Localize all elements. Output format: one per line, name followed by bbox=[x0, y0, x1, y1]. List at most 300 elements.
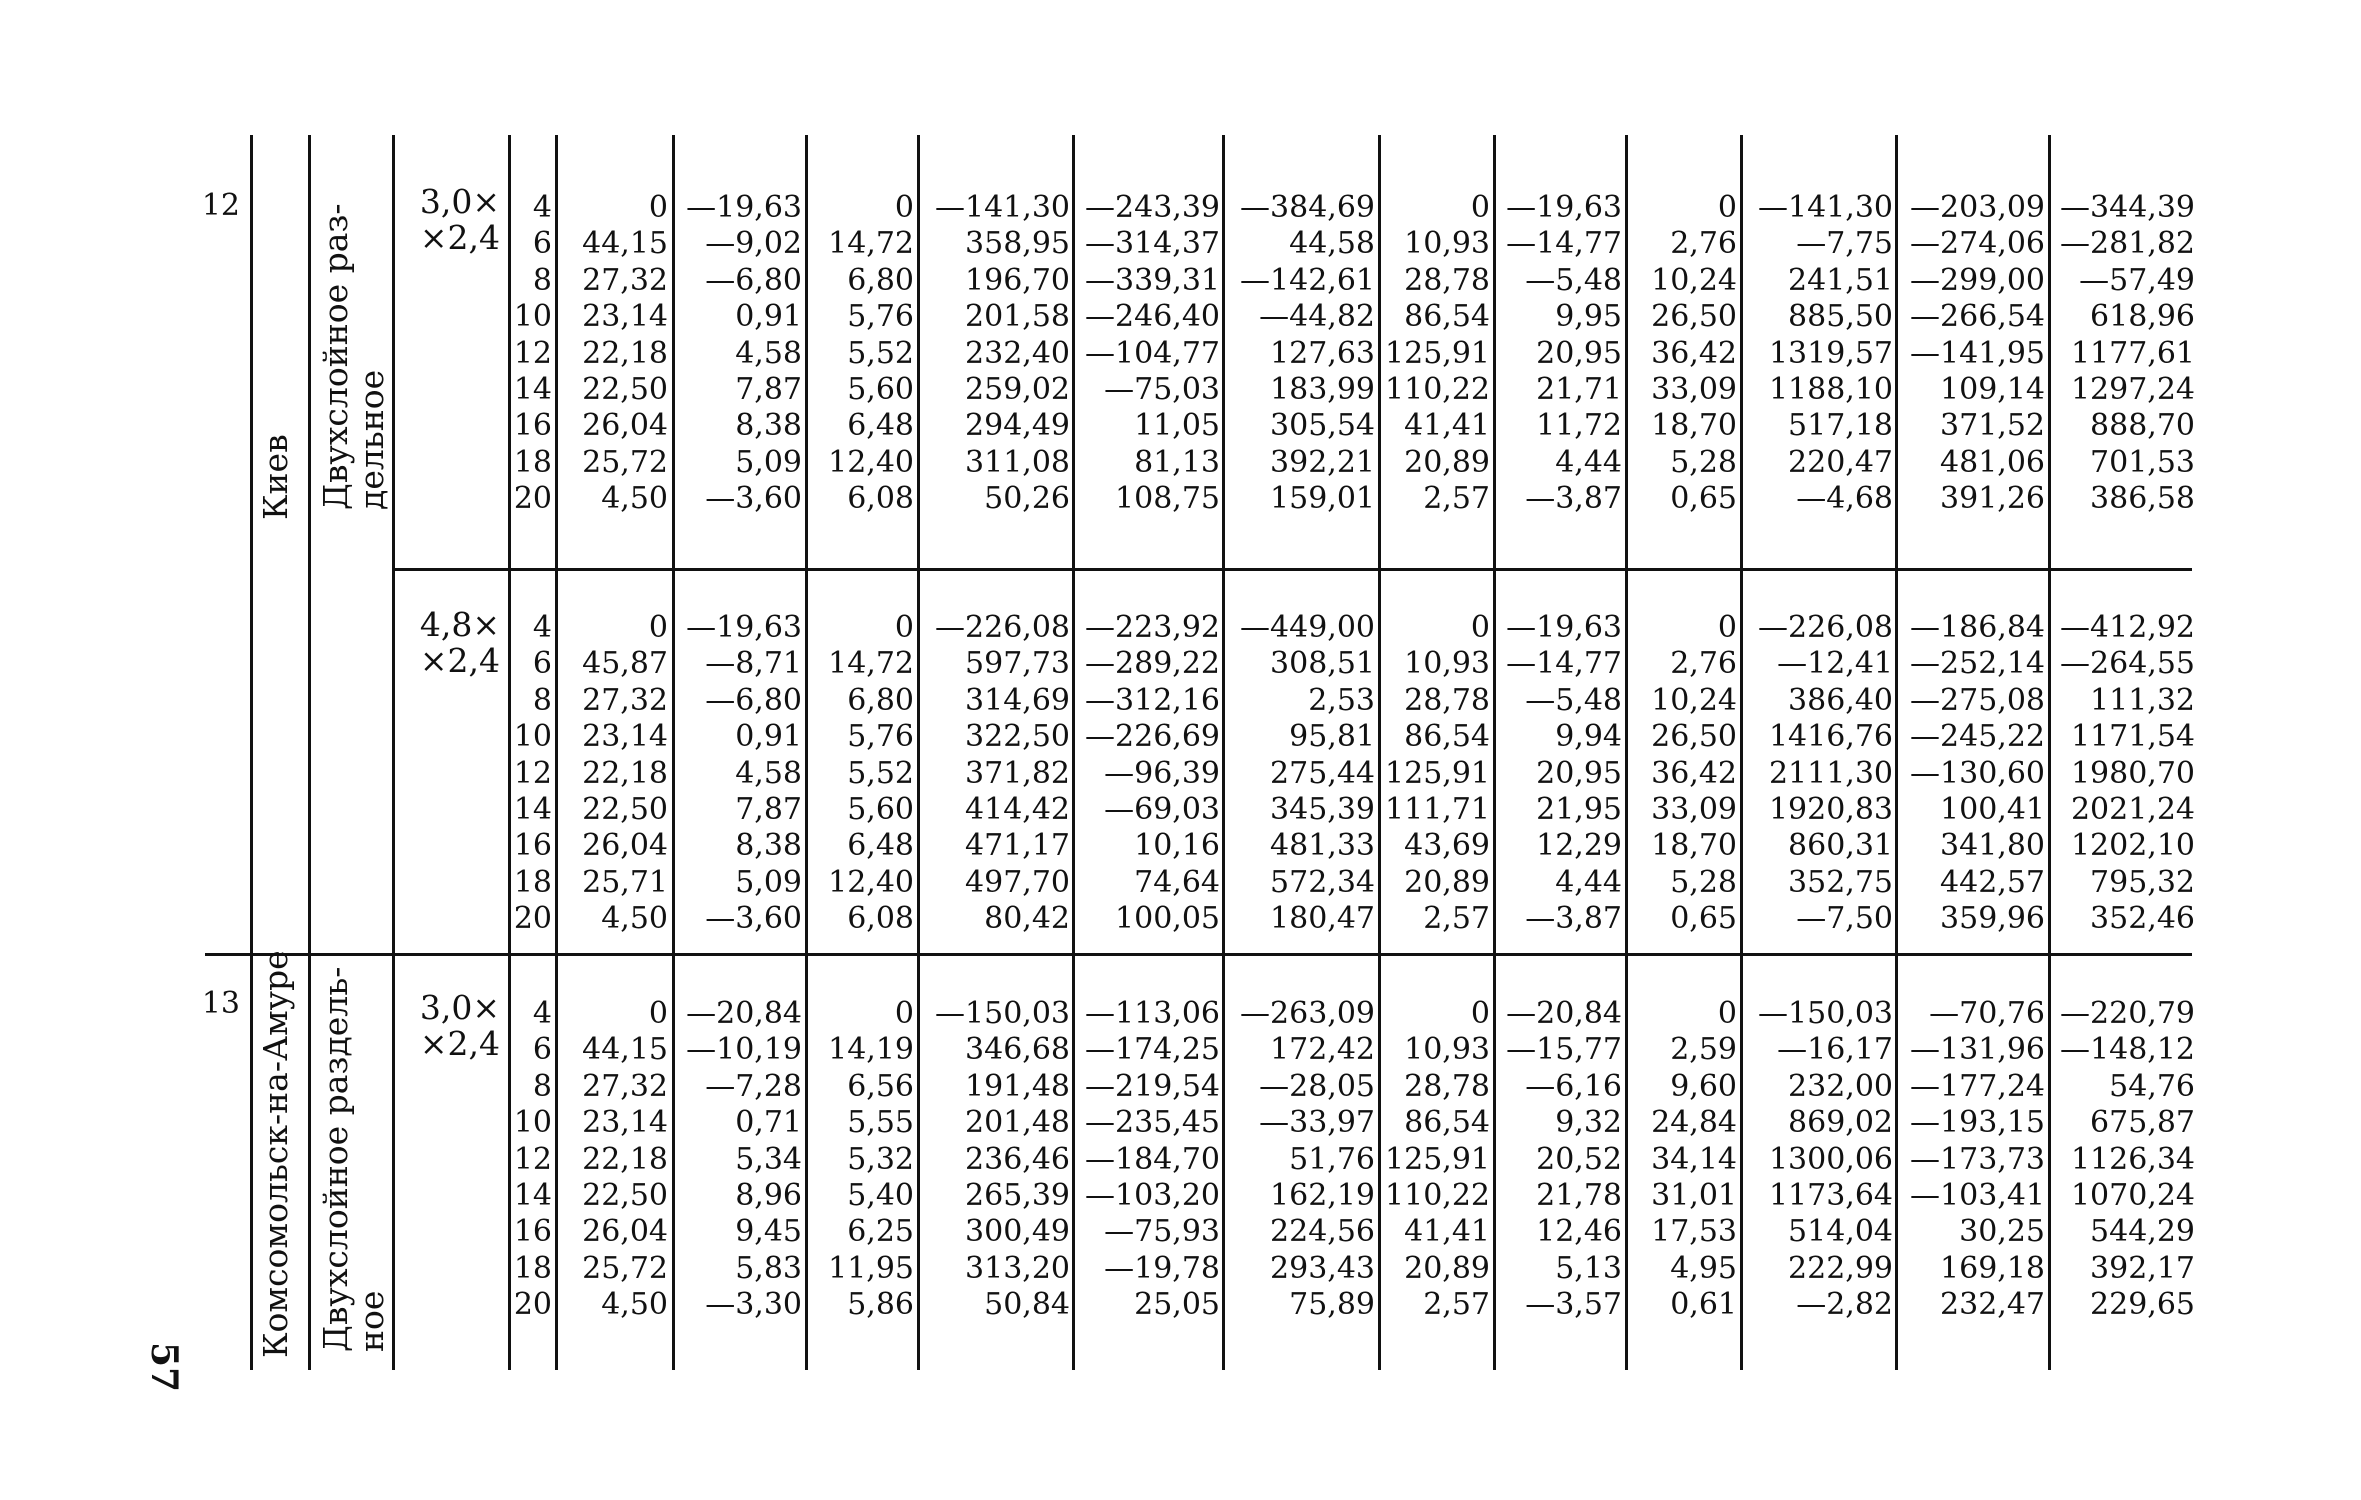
table-cell: 20,89 bbox=[1404, 1250, 1490, 1286]
city-label: Киев bbox=[256, 434, 295, 520]
table-cell: 386,40 bbox=[1788, 682, 1893, 718]
table-cell: 5,76 bbox=[847, 719, 914, 755]
table-cell: 5,09 bbox=[735, 444, 802, 480]
table-cell: —312,16 bbox=[1085, 682, 1220, 718]
table-cell: 4 bbox=[532, 190, 552, 225]
table-cell: —19,63 bbox=[1506, 190, 1622, 225]
table-cell: 1297,24 bbox=[2070, 371, 2195, 407]
table-cell: 5,28 bbox=[1670, 444, 1737, 480]
table-cell: 0 bbox=[894, 996, 914, 1031]
table-cell: 442,57 bbox=[1940, 864, 2045, 900]
table-cell: 81,13 bbox=[1134, 444, 1220, 480]
table-cell: 10,16 bbox=[1134, 828, 1220, 864]
value-column bbox=[1651, 610, 1737, 938]
table-cell: 0,91 bbox=[735, 719, 802, 755]
table-cell: 241,51 bbox=[1788, 262, 1893, 298]
table-cell: 50,26 bbox=[984, 481, 1070, 517]
table-cell: —2,82 bbox=[1796, 1287, 1893, 1323]
table-cell: —131,96 bbox=[1910, 1032, 2045, 1068]
table-cell: 100,41 bbox=[1940, 791, 2045, 827]
table-cell: 7,87 bbox=[735, 791, 802, 827]
table-cell: 8,38 bbox=[735, 828, 802, 864]
table-cell: 0 bbox=[1717, 610, 1737, 645]
table-cell: —339,31 bbox=[1085, 262, 1220, 298]
table-cell: —150,03 bbox=[935, 996, 1070, 1031]
table-cell: 8 bbox=[532, 1068, 552, 1104]
table-cell: 4,50 bbox=[601, 1287, 668, 1323]
table-cell: —246,40 bbox=[1085, 299, 1220, 335]
table-cell: 2,76 bbox=[1670, 226, 1737, 262]
table-cell: —3,60 bbox=[705, 481, 802, 517]
table-cell: —6,80 bbox=[705, 682, 802, 718]
table-cell: —184,70 bbox=[1085, 1141, 1220, 1177]
table-cell: —223,92 bbox=[1085, 610, 1220, 645]
value-column bbox=[1910, 996, 2045, 1324]
table-cell: 572,34 bbox=[1270, 864, 1375, 900]
table-cell: —173,73 bbox=[1910, 1141, 2045, 1177]
table-cell: 86,54 bbox=[1404, 1105, 1490, 1141]
table-cell: 5,40 bbox=[847, 1177, 914, 1213]
table-cell: 4,58 bbox=[735, 335, 802, 371]
table-cell: 12 bbox=[513, 1141, 552, 1177]
table-cell: —14,77 bbox=[1506, 226, 1622, 262]
table-cell: 9,60 bbox=[1670, 1068, 1737, 1104]
table-cell: 6 bbox=[532, 226, 552, 262]
table-cell: 0 bbox=[1717, 190, 1737, 225]
value-column bbox=[1651, 996, 1737, 1324]
table-cell: 8 bbox=[532, 262, 552, 298]
table-cell: 346,68 bbox=[965, 1032, 1070, 1068]
table-cell: —33,97 bbox=[1259, 1105, 1375, 1141]
table-cell: 4 bbox=[532, 610, 552, 645]
table-cell: 86,54 bbox=[1404, 299, 1490, 335]
table-cell: 191,48 bbox=[965, 1068, 1070, 1104]
value-column bbox=[1385, 190, 1490, 518]
table-cell: 371,82 bbox=[965, 755, 1070, 791]
table-cell: 2,53 bbox=[1308, 682, 1375, 718]
table-cell: 5,09 bbox=[735, 864, 802, 900]
table-cell: 544,29 bbox=[2090, 1214, 2195, 1250]
table-cell: 265,39 bbox=[965, 1177, 1070, 1213]
grid-line bbox=[508, 135, 511, 1370]
table-cell: 20,89 bbox=[1404, 864, 1490, 900]
table-cell: 7,87 bbox=[735, 371, 802, 407]
table-cell: 41,41 bbox=[1404, 408, 1490, 444]
table-cell: 220,47 bbox=[1788, 444, 1893, 480]
table-cell: 110,22 bbox=[1385, 1177, 1490, 1213]
table-cell: 4,50 bbox=[601, 901, 668, 937]
table-cell: 12,29 bbox=[1536, 828, 1622, 864]
grid-line bbox=[392, 135, 395, 1370]
table-cell: 4,44 bbox=[1555, 444, 1622, 480]
table-cell: —6,16 bbox=[1525, 1068, 1622, 1104]
table-cell: 33,09 bbox=[1651, 371, 1737, 407]
table-cell: 25,05 bbox=[1134, 1287, 1220, 1323]
table-cell: 18,70 bbox=[1651, 828, 1737, 864]
table-cell: 36,42 bbox=[1651, 335, 1737, 371]
table-cell: 2,59 bbox=[1670, 1032, 1737, 1068]
table-cell: 1202,10 bbox=[2070, 828, 2195, 864]
table-cell: 5,28 bbox=[1670, 864, 1737, 900]
value-column bbox=[1085, 190, 1220, 518]
table-cell: 22,50 bbox=[582, 371, 668, 407]
table-cell: 1070,24 bbox=[2070, 1177, 2195, 1213]
table-cell: —12,41 bbox=[1777, 646, 1893, 682]
table-cell: —289,22 bbox=[1085, 646, 1220, 682]
table-cell: 1171,54 bbox=[2070, 719, 2195, 755]
table-cell: —4,68 bbox=[1796, 481, 1893, 517]
table-cell: 0,65 bbox=[1670, 901, 1737, 937]
table-cell: 16 bbox=[513, 828, 552, 864]
table-cell: 44,15 bbox=[582, 226, 668, 262]
table-cell: 0 bbox=[894, 610, 914, 645]
table-cell: —15,77 bbox=[1506, 1032, 1622, 1068]
table-cell: 352,75 bbox=[1788, 864, 1893, 900]
structure-label: Двухслойное раздель- ное bbox=[316, 966, 392, 1352]
table-cell: 9,94 bbox=[1555, 719, 1622, 755]
table-cell: —44,82 bbox=[1259, 299, 1375, 335]
table-cell: 50,84 bbox=[984, 1287, 1070, 1323]
table-cell: —275,08 bbox=[1910, 682, 2045, 718]
table-cell: —3,87 bbox=[1525, 901, 1622, 937]
table-cell: —3,30 bbox=[705, 1287, 802, 1323]
table-cell: 27,32 bbox=[582, 262, 668, 298]
table-cell: 33,09 bbox=[1651, 791, 1737, 827]
table-cell: 23,14 bbox=[582, 719, 668, 755]
table-cell: 0,71 bbox=[735, 1105, 802, 1141]
table-cell: 0 bbox=[1470, 996, 1490, 1031]
table-cell: —20,84 bbox=[686, 996, 802, 1031]
table-cell: —174,25 bbox=[1085, 1032, 1220, 1068]
table-cell: 43,69 bbox=[1404, 828, 1490, 864]
table-cell: 4,44 bbox=[1555, 864, 1622, 900]
table-cell: 1300,06 bbox=[1768, 1141, 1893, 1177]
table-cell: 18 bbox=[513, 1250, 552, 1286]
table-cell: 10 bbox=[513, 719, 552, 755]
table-cell: 885,50 bbox=[1788, 299, 1893, 335]
table-cell: —177,24 bbox=[1910, 1068, 2045, 1104]
table-cell: —75,03 bbox=[1104, 371, 1220, 407]
table-cell: 26,50 bbox=[1651, 719, 1737, 755]
table-cell: —263,09 bbox=[1240, 996, 1375, 1031]
table-cell: 232,00 bbox=[1788, 1068, 1893, 1104]
table-cell: 795,32 bbox=[2090, 864, 2195, 900]
table-cell: —9,02 bbox=[705, 226, 802, 262]
block-size: 3,0× ×2,4 bbox=[419, 988, 500, 1063]
table-cell: 371,52 bbox=[1940, 408, 2045, 444]
table-cell: 0 bbox=[648, 996, 668, 1031]
table-cell: 20,95 bbox=[1536, 335, 1622, 371]
table-cell: 358,95 bbox=[965, 226, 1070, 262]
table-cell: —226,08 bbox=[935, 610, 1070, 645]
grid-line bbox=[805, 135, 808, 1370]
value-column bbox=[935, 610, 1070, 938]
table-cell: 618,96 bbox=[2090, 299, 2195, 335]
table-cell: 5,34 bbox=[735, 1141, 802, 1177]
table-cell: 0 bbox=[1470, 190, 1490, 225]
table-cell: —113,06 bbox=[1085, 996, 1220, 1031]
table-cell: 0,91 bbox=[735, 299, 802, 335]
table-cell: 10 bbox=[513, 299, 552, 335]
table-cell: 1319,57 bbox=[1768, 335, 1893, 371]
value-column bbox=[1910, 190, 2045, 518]
table-cell: 180,47 bbox=[1270, 901, 1375, 937]
value-column bbox=[1085, 996, 1220, 1324]
table-cell: 481,06 bbox=[1940, 444, 2045, 480]
table-cell: 2111,30 bbox=[1768, 755, 1893, 791]
table-cell: 8 bbox=[532, 682, 552, 718]
table-cell: 300,49 bbox=[965, 1214, 1070, 1250]
table-cell: —19,63 bbox=[1506, 610, 1622, 645]
table-cell: 1920,83 bbox=[1768, 791, 1893, 827]
table-cell: —57,49 bbox=[2079, 262, 2195, 298]
value-column bbox=[686, 996, 802, 1324]
value-column bbox=[2060, 190, 2195, 518]
table-cell: —19,63 bbox=[686, 190, 802, 225]
grid-line bbox=[1895, 135, 1898, 1370]
grid-line bbox=[308, 135, 311, 1370]
table-cell: 22,18 bbox=[582, 335, 668, 371]
table-cell: —75,93 bbox=[1104, 1214, 1220, 1250]
table-cell: 10,24 bbox=[1651, 262, 1737, 298]
table-cell: 25,72 bbox=[582, 444, 668, 480]
table-cell: 414,42 bbox=[965, 791, 1070, 827]
table-cell: —245,22 bbox=[1910, 719, 2045, 755]
span-column bbox=[514, 190, 552, 518]
table-cell: —141,30 bbox=[935, 190, 1070, 225]
table-cell: 26,50 bbox=[1651, 299, 1737, 335]
table-cell: —14,77 bbox=[1506, 646, 1622, 682]
table-cell: 514,04 bbox=[1788, 1214, 1893, 1250]
table-cell: 44,58 bbox=[1289, 226, 1375, 262]
table-cell: —10,19 bbox=[686, 1032, 802, 1068]
value-column bbox=[1240, 190, 1375, 518]
table-cell: 10,93 bbox=[1404, 646, 1490, 682]
table-cell: —104,77 bbox=[1085, 335, 1220, 371]
table-cell: 45,87 bbox=[582, 646, 668, 682]
table-cell: 313,20 bbox=[965, 1250, 1070, 1286]
value-column bbox=[828, 190, 914, 518]
grid-line bbox=[1625, 135, 1628, 1370]
table-cell: —384,69 bbox=[1240, 190, 1375, 225]
table-cell: 201,48 bbox=[965, 1105, 1070, 1141]
table-cell: —186,84 bbox=[1910, 610, 2045, 645]
table-cell: 10 bbox=[513, 1105, 552, 1141]
table-cell: 30,25 bbox=[1959, 1214, 2045, 1250]
table-cell: —7,28 bbox=[705, 1068, 802, 1104]
table-cell: 20,89 bbox=[1404, 444, 1490, 480]
table-cell: —281,82 bbox=[2060, 226, 2195, 262]
table-cell: 111,32 bbox=[2090, 682, 2195, 718]
table-cell: 391,26 bbox=[1940, 481, 2045, 517]
value-column bbox=[1085, 610, 1220, 938]
table-cell: 6,25 bbox=[847, 1214, 914, 1250]
table-cell: 6,48 bbox=[847, 828, 914, 864]
table-cell: 125,91 bbox=[1385, 755, 1490, 791]
value-column bbox=[582, 610, 668, 938]
table-cell: 110,22 bbox=[1385, 371, 1490, 407]
table-cell: 17,53 bbox=[1651, 1214, 1737, 1250]
table-cell: 2,57 bbox=[1423, 481, 1490, 517]
table-cell: 481,33 bbox=[1270, 828, 1375, 864]
row-index: 13 bbox=[201, 986, 240, 1021]
grid-line bbox=[917, 135, 920, 1370]
table-cell: 517,18 bbox=[1788, 408, 1893, 444]
grid-line bbox=[1493, 135, 1496, 1370]
table-cell: —203,09 bbox=[1910, 190, 2045, 225]
table-cell: 6,48 bbox=[847, 408, 914, 444]
value-column bbox=[686, 610, 802, 938]
value-column bbox=[582, 190, 668, 518]
table-cell: 18 bbox=[513, 444, 552, 480]
table-cell: 6,80 bbox=[847, 262, 914, 298]
value-column bbox=[1651, 190, 1737, 518]
table-cell: 26,04 bbox=[582, 408, 668, 444]
table-cell: 75,89 bbox=[1289, 1287, 1375, 1323]
table-cell: 51,76 bbox=[1289, 1141, 1375, 1177]
row-index: 12 bbox=[201, 188, 240, 223]
table-cell: —3,57 bbox=[1525, 1287, 1622, 1323]
table-cell: 0,65 bbox=[1670, 481, 1737, 517]
table-cell: —103,41 bbox=[1910, 1177, 2045, 1213]
table-cell: 5,55 bbox=[847, 1105, 914, 1141]
table-cell: —314,37 bbox=[1085, 226, 1220, 262]
table-cell: 20 bbox=[513, 1287, 552, 1323]
table-cell: 497,70 bbox=[965, 864, 1070, 900]
table-cell: —141,95 bbox=[1910, 335, 2045, 371]
table-cell: 0,61 bbox=[1670, 1287, 1737, 1323]
table-cell: 80,42 bbox=[984, 901, 1070, 937]
table-cell: 4,95 bbox=[1670, 1250, 1737, 1286]
value-column bbox=[1758, 996, 1893, 1324]
table-cell: 1188,10 bbox=[1768, 371, 1893, 407]
table-cell: —226,69 bbox=[1085, 719, 1220, 755]
table-cell: 22,18 bbox=[582, 755, 668, 791]
table-cell: 1177,61 bbox=[2070, 335, 2195, 371]
table-cell: 8,96 bbox=[735, 1177, 802, 1213]
table-cell: 311,08 bbox=[965, 444, 1070, 480]
table-cell: 14,19 bbox=[828, 1032, 914, 1068]
grid-line bbox=[2048, 135, 2051, 1370]
table-cell: 6,08 bbox=[847, 481, 914, 517]
table-cell: 236,46 bbox=[965, 1141, 1070, 1177]
table-cell: 23,14 bbox=[582, 299, 668, 335]
table-cell: 22,18 bbox=[582, 1141, 668, 1177]
grid-line bbox=[250, 135, 253, 1370]
table-cell: —274,06 bbox=[1910, 226, 2045, 262]
grid-line bbox=[672, 135, 675, 1370]
table-cell: 1173,64 bbox=[1768, 1177, 1893, 1213]
table-cell: 12 bbox=[513, 335, 552, 371]
table-cell: 9,45 bbox=[735, 1214, 802, 1250]
table-cell: —7,75 bbox=[1796, 226, 1893, 262]
table-cell: 28,78 bbox=[1404, 1068, 1490, 1104]
table-cell: —7,50 bbox=[1796, 901, 1893, 937]
table-cell: —412,92 bbox=[2060, 610, 2195, 645]
table-cell: 4,58 bbox=[735, 755, 802, 791]
table-cell: 4 bbox=[532, 996, 552, 1031]
table-cell: —103,20 bbox=[1085, 1177, 1220, 1213]
value-column bbox=[2060, 610, 2195, 938]
table-cell: 23,14 bbox=[582, 1105, 668, 1141]
table-cell: 9,95 bbox=[1555, 299, 1622, 335]
table-cell: —5,48 bbox=[1525, 682, 1622, 718]
table-cell: —6,80 bbox=[705, 262, 802, 298]
table-cell: 5,83 bbox=[735, 1250, 802, 1286]
city-label: Комсомольск-на-Амуре bbox=[256, 950, 295, 1358]
table-cell: 597,73 bbox=[965, 646, 1070, 682]
table-cell: 44,15 bbox=[582, 1032, 668, 1068]
table-cell: 392,21 bbox=[1270, 444, 1375, 480]
table-cell: 1126,34 bbox=[2070, 1141, 2195, 1177]
table-cell: 9,32 bbox=[1555, 1105, 1622, 1141]
value-column bbox=[1506, 996, 1622, 1324]
table-cell: —28,05 bbox=[1259, 1068, 1375, 1104]
table-cell: 10,24 bbox=[1651, 682, 1737, 718]
table-cell: 0 bbox=[1470, 610, 1490, 645]
table-cell: 0 bbox=[648, 610, 668, 645]
table-cell: 5,60 bbox=[847, 791, 914, 827]
table-cell: —8,71 bbox=[705, 646, 802, 682]
table-cell: 8,38 bbox=[735, 408, 802, 444]
table-cell: 31,01 bbox=[1651, 1177, 1737, 1213]
value-column bbox=[2060, 996, 2195, 1324]
table-cell: 6 bbox=[532, 646, 552, 682]
table-cell: 41,41 bbox=[1404, 1214, 1490, 1250]
table-cell: 224,56 bbox=[1270, 1214, 1375, 1250]
table-cell: 12 bbox=[513, 755, 552, 791]
table-cell: 352,46 bbox=[2090, 901, 2195, 937]
table-cell: —3,60 bbox=[705, 901, 802, 937]
value-column bbox=[1506, 610, 1622, 938]
table-cell: 14,72 bbox=[828, 646, 914, 682]
table-cell: 308,51 bbox=[1270, 646, 1375, 682]
table-cell: 172,42 bbox=[1270, 1032, 1375, 1068]
table-cell: 10,93 bbox=[1404, 226, 1490, 262]
table-cell: 21,71 bbox=[1536, 371, 1622, 407]
table-cell: 2,57 bbox=[1423, 1287, 1490, 1323]
table-cell: 860,31 bbox=[1788, 828, 1893, 864]
table-cell: 125,91 bbox=[1385, 335, 1490, 371]
value-column bbox=[582, 996, 668, 1324]
value-column bbox=[935, 190, 1070, 518]
table-cell: 159,01 bbox=[1270, 481, 1375, 517]
value-column bbox=[1758, 610, 1893, 938]
span-column bbox=[514, 996, 552, 1324]
grid-line bbox=[1222, 135, 1225, 1370]
table-cell: 2,76 bbox=[1670, 646, 1737, 682]
value-column bbox=[828, 996, 914, 1324]
table-cell: 386,58 bbox=[2090, 481, 2195, 517]
table-cell: 5,52 bbox=[847, 335, 914, 371]
table-cell: 359,96 bbox=[1940, 901, 2045, 937]
table-cell: 232,47 bbox=[1940, 1287, 2045, 1323]
table-cell: 162,19 bbox=[1270, 1177, 1375, 1213]
table-cell: 12,40 bbox=[828, 864, 914, 900]
table-cell: 675,87 bbox=[2090, 1105, 2195, 1141]
grid-line bbox=[1072, 135, 1075, 1370]
table-cell: —235,45 bbox=[1085, 1105, 1220, 1141]
table-cell: 12,46 bbox=[1536, 1214, 1622, 1250]
table-cell: 169,18 bbox=[1940, 1250, 2045, 1286]
table-cell: 869,02 bbox=[1788, 1105, 1893, 1141]
table-cell: 22,50 bbox=[582, 1177, 668, 1213]
table-cell: 28,78 bbox=[1404, 682, 1490, 718]
table-cell: 74,64 bbox=[1134, 864, 1220, 900]
table-cell: 5,60 bbox=[847, 371, 914, 407]
value-column bbox=[1506, 190, 1622, 518]
table-cell: 5,32 bbox=[847, 1141, 914, 1177]
